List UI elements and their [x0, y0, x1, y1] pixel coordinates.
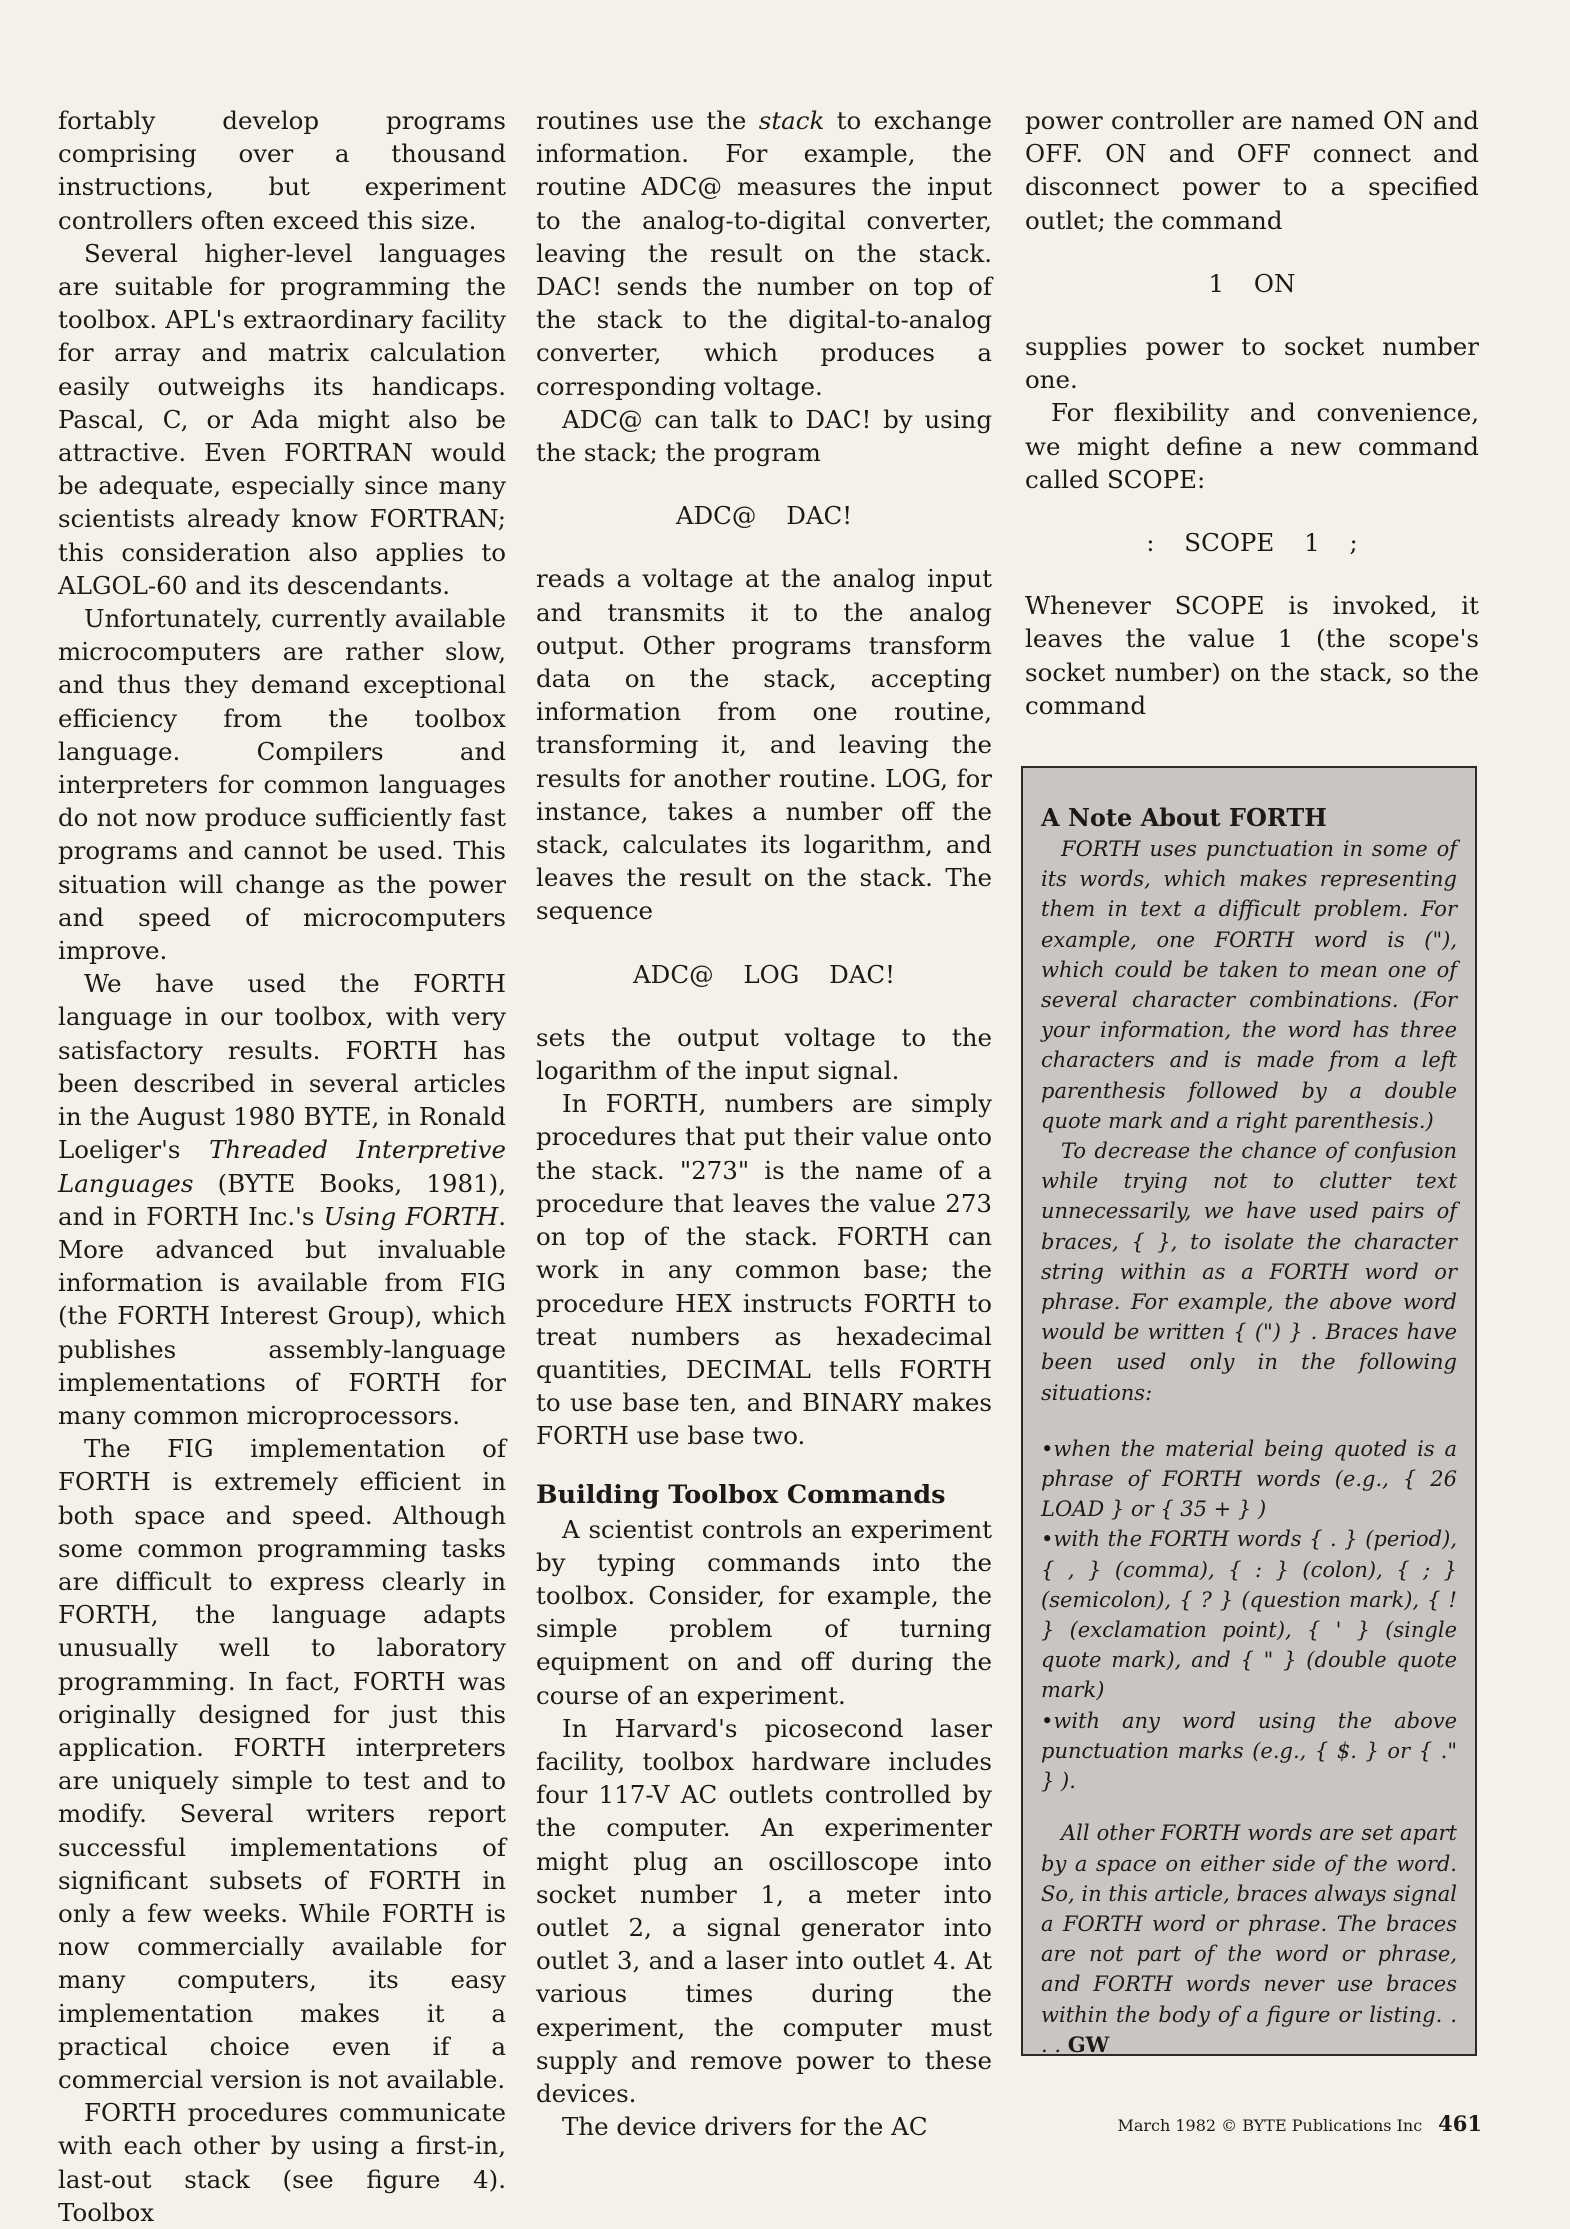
- paragraph: Several higher-level languages are suitable for programming the toolbox. APL's extraordinary facility for array and matrix calculation easily outweighs its handicaps. Pascal, C, or Ada might also be attractive. Even FORTRAN would be adequate, especially since many scientists already know FORTRAN; this consideration also applies to ALGOL-60 and its descendants.: [58, 238, 506, 600]
- emphasis: stack: [758, 106, 825, 135]
- column-2: [536, 104, 992, 2143]
- text-run: to exchange information. For example, the routine ADC@ measures the input to the analog-to-digital converter, leaving the result on the stack. DAC! sends the number on top of the stack to the digital-to-analog converter, which produces a corresponding voltage.: [536, 106, 992, 401]
- section-heading: Building Toolbox Commands: [536, 1479, 946, 1510]
- book-title: Threaded Interpretive Languages: [58, 1135, 506, 1198]
- text-run: We have used the FORTH language in our toolbox, with very satisfactory results. FORTH has been described in several articles in the August 1980 BYTE, in Ronald Loeliger's: [58, 969, 506, 1165]
- text-run: . More advanced but invaluable information is available from FIG (the FORTH Interest Group), which publishes assembly-language implementations of FORTH for many common microprocessors.: [58, 1201, 506, 1430]
- sidebar-note-box: [1021, 766, 1477, 2056]
- paragraph: In Harvard's picosecond laser facility, toolbox hardware includes four 117-V AC outlets controlled by the computer. An experimenter might plug an oscilloscope into socket number 1, a meter into outlet 2, a signal generator into outlet 3, and a laser into outlet 4. At various times during the experiment, the computer must supply and remove power to these devices.: [536, 1713, 992, 2108]
- code-example: : SCOPE 1 ;: [1146, 528, 1358, 558]
- publication-line: March 1982 © BYTE Publications Inc: [1117, 2116, 1423, 2135]
- paragraph: sets the output voltage to the logarithm of the input signal.: [536, 1022, 992, 1086]
- sidebar-paragraph: FORTH uses punctuation in some of its words, which makes representing them in text a difficult problem. For example, one FORTH word is ("), which could be taken to mean one of several character combinations. (For your information, the word has three characters and is made from a left parenthesis followed by a double quote mark and a right parenthesis.): [1041, 837, 1457, 1133]
- paragraph: In FORTH, numbers are simply procedures that put their value onto the stack. "273" is the name of a procedure that leaves the value 273 on top of the stack. FORTH can work in any common base; the procedure HEX instructs FORTH to treat numbers as hexadecimal quantities, DECIMAL tells FORTH to use base ten, and BINARY makes FORTH use base two.: [536, 1089, 992, 1451]
- text-run: All other FORTH words are set apart by a space on either side of the word. So, in this article, braces always signal a FORTH word or phrase. The braces are not part of the word or phrase, and FORTH words never use braces within the body of a figure or listing. . . .: [1041, 1821, 1457, 2057]
- sidebar-bullet: •when the material being quoted is a phrase of FORTH words (e.g., { 26 LOAD } or { 35 + } ): [1041, 1436, 1457, 1522]
- paragraph: The device drivers for the AC: [562, 2112, 928, 2142]
- paragraph: For flexibility and convenience, we might define a new command called SCOPE:: [1025, 398, 1479, 494]
- author-initials: GW: [1067, 2031, 1110, 2057]
- sidebar-bullet: •with any word using the above punctuation marks (e.g., { $. } or { ." } ).: [1041, 1708, 1457, 1794]
- paragraph: A scientist controls an experiment by typing commands into the toolbox. Consider, for example, the simple problem of turning equipment on and off during the course of an experiment.: [536, 1514, 992, 1710]
- column-3: [1025, 104, 1479, 722]
- paragraph: [536, 104, 992, 403]
- paragraph: power controller are named ON and OFF. ON and OFF connect and disconnect power to a specified outlet; the command: [1025, 106, 1479, 235]
- column-1: [58, 104, 506, 2229]
- page-number: 461: [1438, 2111, 1482, 2136]
- paragraph: The FIG implementation of FORTH is extremely efficient in both space and speed. Although some common programming tasks are difficult to express clearly in FORTH, the language adapts unusually well to laboratory programming. In fact, FORTH was originally designed for just this application. FORTH interpreters are uniquely simple to test and to modify. Several writers report successful implementations of significant subsets of FORTH in only a few weeks. While FORTH is now commercially available for many computers, its easy implementation makes it a practical choice even if a commercial version is not available.: [58, 1434, 506, 2094]
- sidebar-bullet: •with the FORTH words { . } (period), { , } (comma), { : } (colon), { ; } (semicolon), { ? } (question mark), { ! } (exclamation point), { ' } (single quote mark), and { " } (double quote mark): [1041, 1527, 1457, 1703]
- code-example: ADC@ DAC!: [675, 501, 853, 531]
- paragraph: [58, 967, 506, 1432]
- paragraph: supplies power to socket number one.: [1025, 332, 1479, 395]
- sidebar-title: A Note About FORTH: [1041, 803, 1327, 832]
- sidebar-paragraph: [1041, 1818, 1457, 2060]
- paragraph: fortably develop programs comprising over a thousand instructions, but experiment controllers often exceed this size.: [58, 106, 506, 235]
- code-example: ADC@ LOG DAC!: [632, 959, 895, 989]
- text-run: (BYTE Books, 1981), and in FORTH Inc.'s: [58, 1168, 506, 1231]
- paragraph: Whenever SCOPE is invoked, it leaves the value 1 (the scope's socket number) on the stack, so the command: [1025, 591, 1479, 720]
- text-run: routines use the: [536, 106, 759, 135]
- code-example: 1 ON: [1208, 268, 1296, 298]
- page-footer: [1117, 2112, 1482, 2138]
- paragraph: Unfortunately, currently available microcomputers are rather slow, and thus they demand exceptional efficiency from the toolbox language. Compilers and interpreters for common languages do not now produce sufficiently fast programs and cannot be used. This situation will change as the power and speed of microcomputers improve.: [58, 604, 506, 966]
- paragraph: reads a voltage at the analog input and transmits it to the analog output. Other programs transform data on the stack, accepting information from one routine, transforming it, and leaving the results for another routine. LOG, for instance, takes a number off the stack, calculates its logarithm, and leaves the result on the stack. The sequence: [536, 564, 992, 926]
- book-title: Using FORTH: [323, 1201, 499, 1231]
- sidebar-paragraph: To decrease the chance of confusion while trying not to clutter text unnecessarily, we have used pairs of braces, { }, to isolate the character string within as a FORTH word or phrase. For example, the above word would be written { (") } . Braces have been used only in the following situations:: [1041, 1139, 1457, 1405]
- paragraph: FORTH procedures communicate with each other by using a first-in, last-out stack (see figure 4). Toolbox: [58, 2098, 506, 2227]
- paragraph: ADC@ can talk to DAC! by using the stack; the program: [536, 404, 992, 468]
